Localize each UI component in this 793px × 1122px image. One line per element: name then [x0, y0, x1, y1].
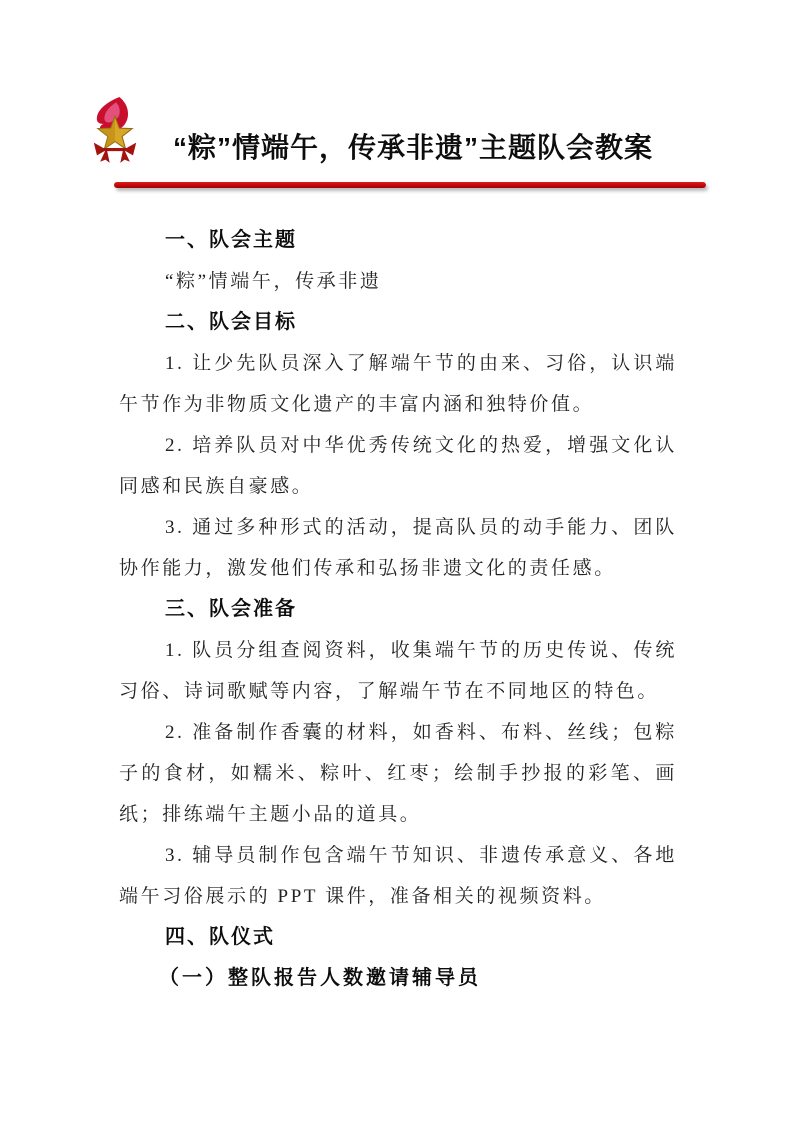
section-preparation: [119, 589, 677, 917]
section-heading: 二、队会目标: [165, 311, 297, 333]
paragraph: 3. 辅导员制作包含端午节知识、非遗传承意义、各地端午习俗展示的 PPT 课件，准备相关的视频资料。: [119, 845, 677, 907]
section-goals: [119, 302, 677, 589]
paragraph: 3. 通过多种形式的活动，提高队员的动手能力、团队协作能力，激发他们传承和弘扬非遗文化的责任感。: [119, 517, 677, 579]
title-divider-rule: [114, 182, 706, 188]
section-heading: 四、队仪式: [165, 926, 275, 948]
section-heading: 一、队会主题: [165, 229, 297, 251]
section-heading: 三、队会准备: [165, 598, 297, 620]
subsection-heading: （一）整队报告人数邀请辅导员: [159, 967, 481, 989]
section-theme: [119, 220, 677, 302]
section-ceremony: [119, 917, 677, 999]
paragraph: 2. 培养队员对中华优秀传统文化的热爱，增强文化认同感和民族自豪感。: [119, 435, 677, 497]
paragraph: 1. 队员分组查阅资料，收集端午节的历史传说、传统习俗、诗词歌赋等内容，了解端午节在不同地区的特色。: [119, 640, 677, 702]
paragraph: “粽”情端午，传承非遗: [165, 271, 382, 292]
page-title: “粽”情端午，传承非遗”主题队会教案: [172, 132, 653, 163]
paragraph: 2. 准备制作香囊的材料，如香料、布料、丝线；包粽子的食材，如糯米、粽叶、红枣；绘制手抄报的彩笔、画纸；排练端午主题小品的道具。: [119, 722, 677, 825]
paragraph: 1. 让少先队员深入了解端午节的由来、习俗，认识端午节作为非物质文化遗产的丰富内涵和独特价值。: [119, 353, 677, 415]
document-body: [119, 220, 677, 999]
